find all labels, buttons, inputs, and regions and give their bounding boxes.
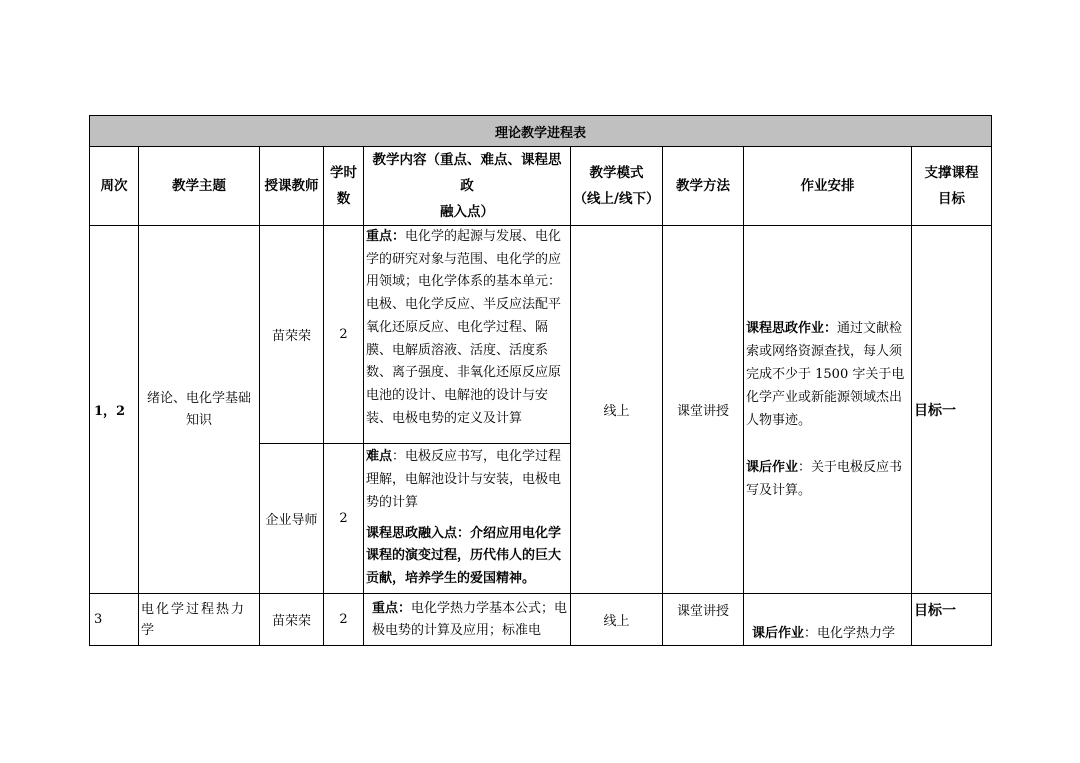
row1-hours-a: 2 (324, 226, 364, 444)
row1-method: 课堂讲授 (663, 226, 744, 594)
hw1-text: 通过文献检索或网络资源查找，每人须完成不少于 1500 字关于电化学产业或新能源领域杰出人物事迹。 (746, 321, 905, 428)
ideology-text: 课程思政融入点：介绍应用电化学课程的演变过程，历代伟人的巨大贡献，培养学生的爱国精神。 (366, 525, 562, 586)
hw2-label: 课后作业 (746, 460, 799, 475)
row1-homework-after-class (746, 456, 909, 502)
hw1-label: 课程思政作业： (746, 321, 838, 336)
header-mode-line2: （线上/线下） (573, 191, 660, 207)
row2-week: 3 (90, 594, 139, 646)
header-content (364, 147, 571, 226)
header-hours-line2: 数 (336, 191, 351, 207)
row2-key-points (364, 594, 571, 646)
table-row-week-3 (90, 594, 992, 646)
header-mode (571, 147, 663, 226)
row1-topic: 绪论、电化学基础知识 (139, 226, 260, 594)
header-mode-line1: 教学模式 (589, 165, 644, 181)
row1-homework-ideological (746, 317, 909, 432)
key-label: 重点： (366, 229, 406, 244)
header-goal-line1: 支撑课程 (924, 165, 979, 181)
header-goal-line2: 目标 (938, 191, 966, 207)
diff-text: ：电极反应书写，电化学过程理解，电解池设计与安装，电极电势的计算 (366, 449, 562, 510)
header-hours-line1: 学时 (330, 165, 357, 181)
header-week: 周次 (90, 147, 139, 226)
row2-teacher: 苗荣荣 (260, 594, 324, 646)
row2-hw-text: ：电化学热力学 (804, 626, 896, 641)
theory-teaching-schedule-table (89, 115, 992, 646)
row2-mode: 线上 (571, 594, 663, 646)
row2-goal: 目标一 (912, 594, 992, 646)
header-topic: 教学主题 (139, 147, 260, 226)
row1-mode: 线上 (571, 226, 663, 594)
row2-key-text: 电化学热力学基本公式；电极电势的计算及应用；标准电 (372, 600, 568, 638)
hw2-text: ：关于电极反应书写及计算。 (746, 460, 903, 498)
row2-topic: 电化学过程热力学 (139, 594, 260, 646)
key-text: 电化学的起源与发展、电化学的研究对象与范围、电化学的应用领域；电化学体系的基本单元：电极、电化学反应、半反应法配平氧化还原反应、电化学过程、隔膜、电解质溶液、活度、活度系数、离子强度、非氧化还原反应原电池的设计、电解池的设计与安装、电极电势的定义及计算 (366, 229, 562, 426)
row2-key-label: 重点： (372, 600, 412, 616)
header-hours (324, 147, 364, 226)
row1-hours-b: 2 (324, 444, 364, 594)
row1-teacher-a: 苗荣荣 (260, 226, 324, 444)
header-method: 教学方法 (663, 147, 744, 226)
row1-homework (744, 226, 912, 594)
table-title: 理论教学进程表 (90, 116, 992, 147)
header-teacher: 授课教师 (260, 147, 324, 226)
row1-week: 1，2 (90, 226, 139, 594)
row1-difficulty-and-ideology (364, 444, 571, 594)
row2-hours: 2 (324, 594, 364, 646)
row1-key-points (364, 226, 571, 444)
header-goal (912, 147, 992, 226)
header-homework: 作业安排 (744, 147, 912, 226)
row1-goal: 目标一 (912, 226, 992, 594)
row2-method: 课堂讲授 (663, 594, 744, 646)
diff-label: 难点 (366, 449, 393, 465)
row1-teacher-b: 企业导师 (260, 444, 324, 594)
header-content-line2: 融入点） (440, 204, 494, 220)
row2-hw-label: 课后作业 (752, 626, 805, 641)
header-content-line1: 教学内容（重点、难点、课程思政 (372, 152, 562, 194)
table-row-week-1-2 (90, 226, 992, 444)
header-row (90, 147, 992, 226)
row2-homework (744, 594, 912, 646)
